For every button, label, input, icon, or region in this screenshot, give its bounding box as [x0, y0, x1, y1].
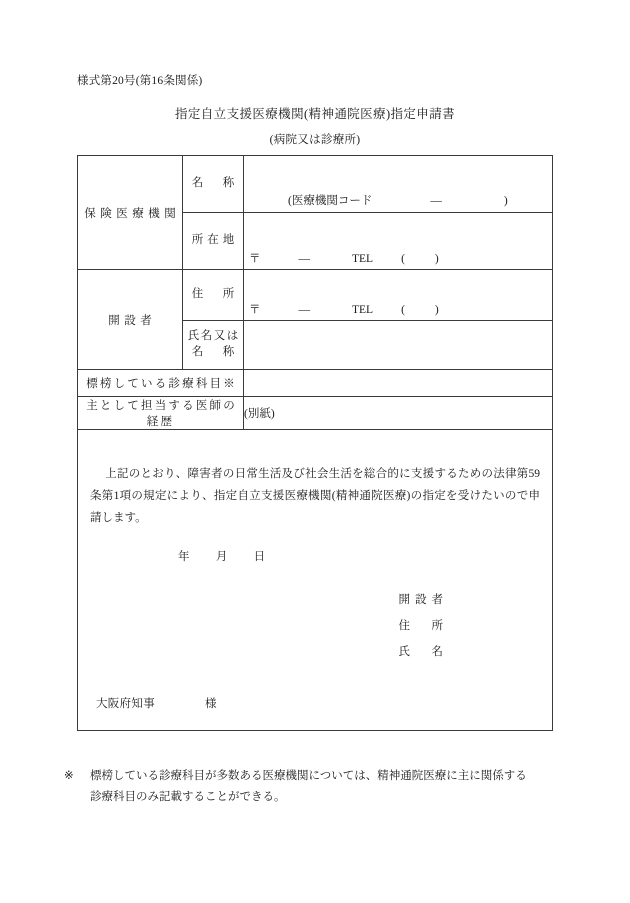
statement-paragraph: [78, 449, 552, 530]
tel-paren-close: ): [434, 304, 439, 316]
signature-address-label[interactable]: 住 所: [398, 619, 448, 632]
table-row-founder-address: [78, 270, 553, 321]
tel-label: TEL: [352, 253, 374, 265]
label-insurer-section: 保険医療機関: [78, 156, 183, 270]
recipient-honorific: 様: [205, 698, 217, 711]
field-physician-career[interactable]: (別紙): [244, 397, 553, 430]
label-institution-location: 所在地: [183, 213, 244, 270]
date-day-label: 日: [253, 550, 266, 563]
date-month-label: 月: [215, 550, 228, 563]
code-suffix: ): [503, 195, 508, 207]
postal-tel-line-institution: [249, 250, 439, 266]
signature-name-label[interactable]: 氏 名: [398, 645, 448, 658]
date-line[interactable]: [78, 548, 552, 564]
postal-tel-line-founder: [249, 301, 439, 317]
label-physician-career: 主として担当する医師の経歴: [78, 397, 244, 430]
footnote-mark-icon: ※: [64, 770, 74, 782]
recipient-name: 大阪府知事: [96, 698, 155, 711]
date-year-label: 年: [178, 550, 190, 563]
postal-dash: —: [298, 304, 310, 316]
postal-symbol-icon: 〒: [249, 253, 261, 265]
signature-block: [78, 588, 552, 666]
medical-institution-code-line: [288, 192, 508, 208]
statement-section: [78, 430, 553, 731]
application-form-table: [77, 155, 553, 731]
footnote-line-2: 診療科目のみ記載することができる。: [90, 791, 286, 804]
table-row-statement: [78, 430, 553, 731]
tel-paren-close: ): [434, 253, 439, 265]
code-dash: —: [430, 195, 442, 207]
label-founder-name: [183, 321, 244, 370]
field-institution-name[interactable]: [244, 156, 553, 213]
footnote-line-1: 標榜している診療科目が多数ある医療機関については、精神通院医療に主に関係する: [90, 770, 527, 782]
document-subtitle: (病院又は診療所): [269, 134, 361, 146]
field-founder-name[interactable]: [244, 321, 553, 370]
tel-paren-open: (: [401, 304, 405, 316]
field-departments[interactable]: [244, 370, 553, 397]
table-row-departments: [78, 370, 553, 397]
label-institution-name: 名 称: [183, 156, 244, 213]
postal-symbol-icon: 〒: [249, 304, 261, 316]
document-title: 指定自立支援医療機関(精神通院医療)指定申請書: [174, 107, 456, 121]
postal-dash: —: [298, 253, 310, 265]
code-prefix: (医療機関コード: [288, 195, 373, 207]
table-row-institution-name: [78, 156, 553, 213]
label-founder-name-line2: 名 称: [191, 346, 239, 358]
tel-label: TEL: [352, 304, 374, 316]
field-founder-address[interactable]: [244, 270, 553, 321]
label-founder-name-line1: 氏名又は: [187, 330, 240, 343]
signature-role-label: 開設者: [398, 593, 448, 606]
recipient-line: [78, 695, 552, 711]
tel-paren-open: (: [401, 253, 405, 265]
label-departments: 標榜している診療科目※: [78, 370, 244, 397]
label-founder-address: 住 所: [183, 270, 244, 321]
field-institution-location[interactable]: [244, 213, 553, 270]
form-number: 様式第20号(第16条関係): [77, 75, 203, 87]
label-founder-section: 開設者: [78, 270, 183, 370]
statement-text: 上記のとおり、障害者の日常生活及び社会生活を総合的に支援するための法律第59条第1項の規定により、指定自立支援医療機関(精神通院医療)の指定を受けたいので申請します。: [90, 467, 540, 525]
footnote: [64, 766, 574, 809]
table-row-physician-career: [78, 397, 553, 430]
